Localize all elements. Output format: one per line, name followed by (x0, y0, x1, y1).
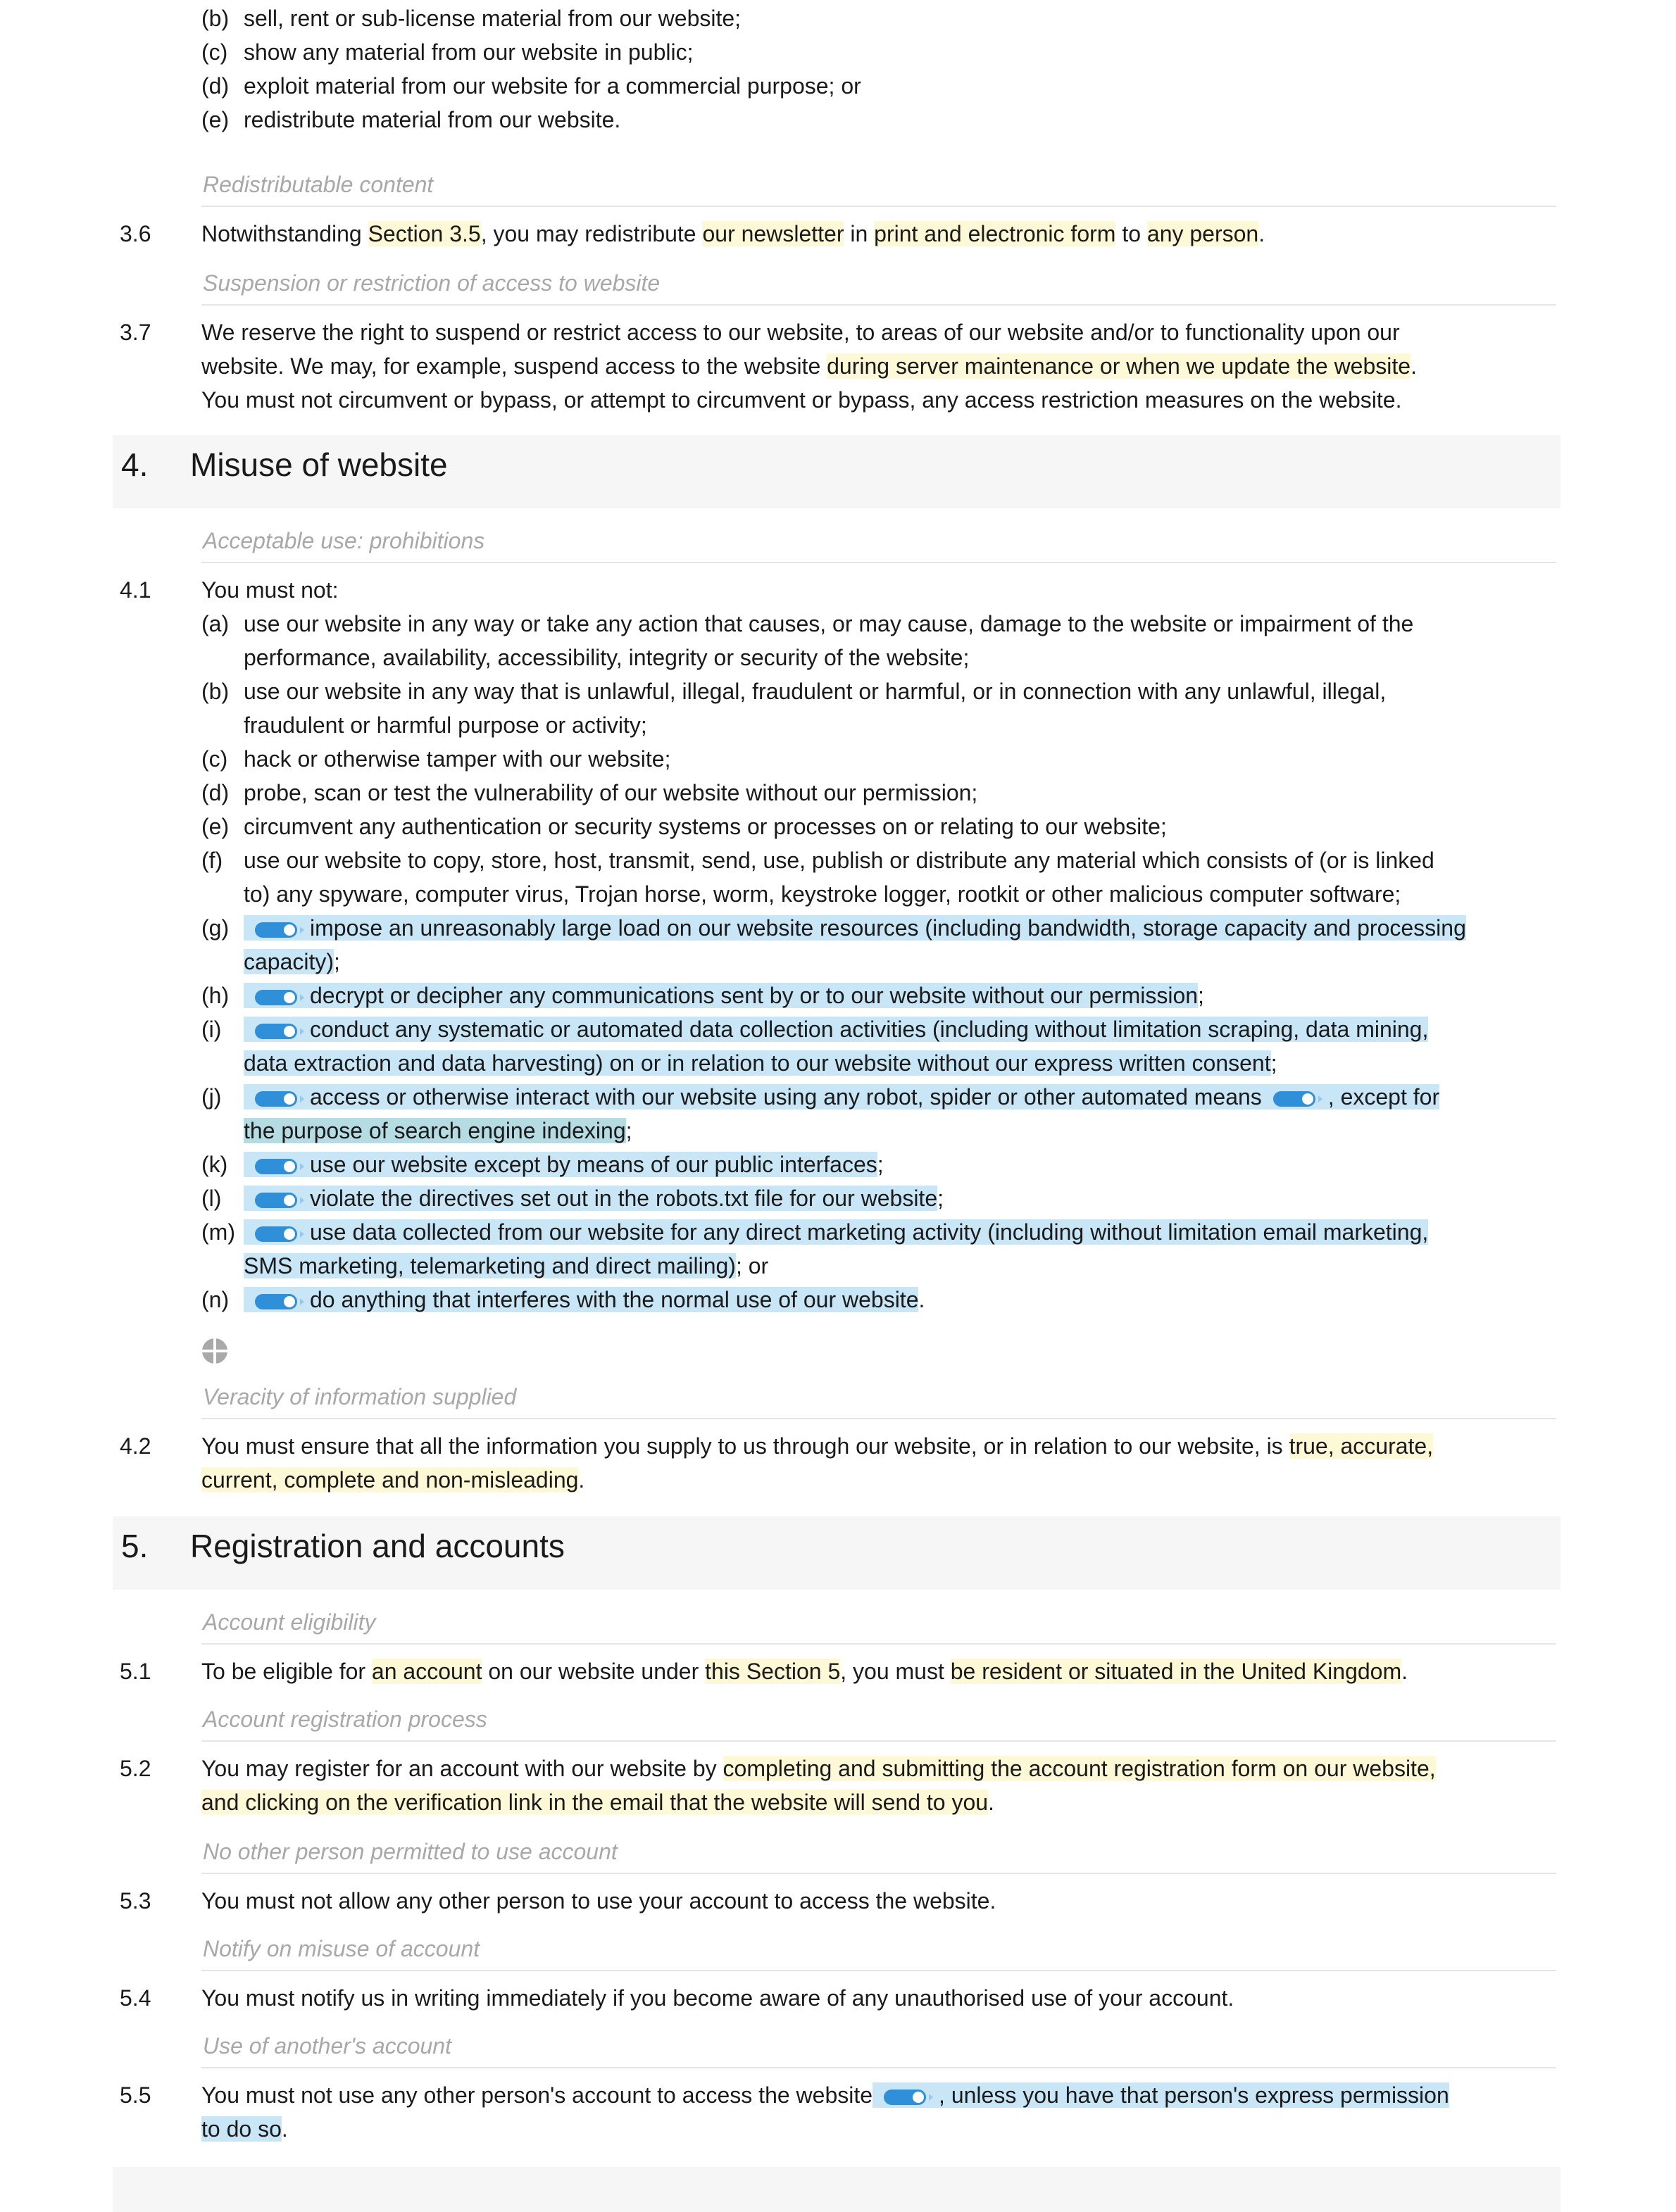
list-marker: (c) (201, 39, 228, 65)
cross-reference[interactable]: this Section 5 (705, 1659, 841, 1684)
clause-text: website. We may, for example, suspend access to the website during server maintenance or when we update the website. (201, 353, 1417, 379)
toggle-switch-icon[interactable] (255, 1226, 297, 1242)
clause-number: 5.5 (120, 2082, 151, 2108)
clause-label: Suspension or restriction of access to website (203, 270, 661, 296)
divider (201, 2067, 1556, 2068)
editable-field[interactable]: current, complete and non-misleading (201, 1467, 579, 1493)
clause-number: 5.3 (120, 1888, 151, 1913)
list-item: redistribute material from our website. (244, 107, 621, 132)
clause-number: 5.4 (120, 1985, 151, 2011)
editable-field[interactable]: any person (1146, 221, 1259, 246)
list-marker: (l) (201, 1186, 222, 1211)
toggle-switch-icon[interactable] (1273, 1091, 1315, 1107)
list-item: use our website to copy, store, host, transmit, send, use, publish or distribute any material which consists of (or is linked (244, 848, 1434, 873)
editable-field[interactable]: and clicking on the verification link in the email that the website will send to you (201, 1790, 989, 1815)
editable-field[interactable]: completing and submitting the account registration form on our website, (723, 1756, 1436, 1781)
list-marker: (a) (201, 611, 230, 636)
clause-text: You must not circumvent or bypass, or attempt to circumvent or bypass, any access restriction measures on the website. (201, 387, 1402, 413)
list-marker: (d) (201, 73, 230, 99)
optional-item: violate the directives set out in the robots.txt file for our website; (244, 1181, 944, 1215)
editable-field[interactable]: our newsletter (702, 221, 844, 246)
clause-text: You must not: (201, 577, 339, 603)
toggle-switch-icon[interactable] (255, 1159, 297, 1174)
editable-field[interactable]: be resident or situated in the United Kingdom (950, 1659, 1402, 1684)
clause-number: 5.2 (120, 1756, 151, 1781)
optional-item: do anything that interferes with the normal use of our website. (244, 1283, 925, 1316)
list-item: probe, scan or test the vulnerability of our website without our permission; (244, 780, 978, 805)
editable-field[interactable]: true, accurate, (1289, 1433, 1434, 1459)
divider (201, 304, 1556, 306)
toggle-switch-icon[interactable] (884, 2090, 926, 2105)
list-item: hack or otherwise tamper with our website; (244, 746, 671, 772)
clause-text: We reserve the right to suspend or restrict access to our website, to areas of our website and/or to functionality upon our (201, 320, 1400, 345)
clause-text: You must not allow any other person to use your account to access the website. (201, 1888, 996, 1913)
list-marker: (f) (201, 848, 223, 873)
list-marker: (n) (201, 1287, 230, 1312)
clause-text: Notwithstanding Section 3.5, you may redistribute our newsletter in print and electronic form to any person. (201, 221, 1265, 246)
toggle-switch-icon[interactable] (255, 1193, 297, 1208)
divider (201, 1418, 1556, 1419)
divider (201, 1740, 1556, 1742)
clause-text: and clicking on the verification link in the email that the website will send to you. (201, 1790, 994, 1815)
optional-item: capacity); (244, 949, 340, 974)
editable-field[interactable]: print and electronic form (874, 221, 1116, 246)
section-number: 5. (121, 1528, 149, 1564)
clause-label: Notify on misuse of account (203, 1936, 480, 1961)
optional-item: access or otherwise interact with our website using any robot, spider or other automated means , except for (244, 1080, 1439, 1114)
puzzle-piece-icon[interactable] (201, 1338, 228, 1364)
clause-number: 4.2 (120, 1433, 151, 1459)
optional-item: use data collected from our website for any direct marketing activity (including without limitation email marketing, (244, 1215, 1428, 1249)
list-item: to) any spyware, computer virus, Trojan horse, worm, keystroke logger, rootkit or other malicious computer software; (244, 881, 1401, 907)
optional-item: conduct any systematic or automated data collection activities (including without limitation scraping, data mining, (244, 1012, 1428, 1046)
clause-label: Account eligibility (203, 1609, 376, 1635)
clause-label: Account registration process (203, 1707, 487, 1732)
list-marker: (b) (201, 679, 230, 704)
list-item: performance, availability, accessibility, integrity or security of the website; (244, 645, 970, 670)
clause-text: To be eligible for an account on our website under this Section 5, you must be resident or situated in the United Kingdom. (201, 1659, 1408, 1684)
clause-number: 5.1 (120, 1659, 151, 1684)
divider (201, 1873, 1556, 1874)
editable-field[interactable]: during server maintenance or when we update the website (827, 353, 1411, 379)
section-title: Misuse of website (190, 446, 448, 483)
clause-label: Veracity of information supplied (203, 1384, 517, 1409)
optional-item: data extraction and data harvesting) on or in relation to our website without our express written consent; (244, 1050, 1277, 1076)
editable-field[interactable]: an account (371, 1659, 482, 1684)
clause-text: You may register for an account with our website by completing and submitting the account registration form on our website, (201, 1756, 1436, 1781)
list-marker: (j) (201, 1084, 222, 1110)
section-title: Registration and accounts (190, 1528, 565, 1564)
list-item: sell, rent or sub-license material from our website; (244, 6, 742, 31)
clause-number: 4.1 (120, 577, 151, 603)
list-marker: (c) (201, 746, 228, 772)
toggle-switch-icon[interactable] (255, 1294, 297, 1309)
section-number: 4. (121, 446, 149, 483)
list-marker: (i) (201, 1017, 222, 1042)
list-marker: (h) (201, 983, 230, 1008)
section-heading-band (113, 2167, 1561, 2212)
clause-text: to do so. (201, 2116, 288, 2142)
toggle-switch-icon[interactable] (255, 990, 297, 1005)
divider (201, 1970, 1556, 1971)
clause-number: 3.7 (120, 320, 151, 345)
list-item: fraudulent or harmful purpose or activity; (244, 712, 647, 738)
list-marker: (e) (201, 814, 230, 839)
list-marker: (d) (201, 780, 230, 805)
clause-text: You must notify us in writing immediately if you become aware of any unauthorised use of your account. (201, 1985, 1234, 2011)
divider (201, 1643, 1556, 1645)
clause-text: current, complete and non-misleading. (201, 1467, 585, 1493)
toggle-switch-icon[interactable] (255, 1091, 297, 1107)
list-item: circumvent any authentication or security systems or processes on or relating to our website; (244, 814, 1167, 839)
list-item: use our website in any way or take any action that causes, or may cause, damage to the website or impairment of the (244, 611, 1414, 636)
clause-label: Redistributable content (203, 172, 434, 197)
clause-number: 3.6 (120, 221, 151, 246)
divider (201, 206, 1556, 207)
clause-text: You must ensure that all the information you supply to us through our website, or in relation to our website, is true, accurate, (201, 1433, 1434, 1459)
list-marker: (k) (201, 1152, 228, 1177)
list-item: exploit material from our website for a commercial purpose; or (244, 73, 861, 99)
list-item: use our website in any way that is unlawful, illegal, fraudulent or harmful, or in connection with any unlawful, illegal, (244, 679, 1387, 704)
clause-text: You must not use any other person's account to access the website , unless you have that person's express permission (201, 2082, 1449, 2108)
toggle-switch-icon[interactable] (255, 1024, 297, 1039)
clause-label: Use of another's account (203, 2033, 451, 2059)
list-marker: (g) (201, 915, 230, 941)
list-item: show any material from our website in public; (244, 39, 694, 65)
list-marker: (m) (201, 1219, 235, 1245)
clause-label: Acceptable use: prohibitions (203, 528, 485, 553)
cross-reference[interactable]: Section 3.5 (368, 221, 481, 246)
divider (201, 562, 1556, 563)
clause-label: No other person permitted to use account (203, 1839, 618, 1864)
list-marker: (e) (201, 107, 230, 132)
optional-item: decrypt or decipher any communications sent by or to our website without our permission; (244, 979, 1204, 1012)
optional-item: the purpose of search engine indexing; (244, 1118, 632, 1143)
toggle-switch-icon[interactable] (255, 922, 297, 938)
list-marker: (b) (201, 6, 230, 31)
optional-item: use our website except by means of our public interfaces; (244, 1148, 884, 1181)
optional-item: impose an unreasonably large load on our website resources (including bandwidth, storage capacity and processing (244, 911, 1466, 945)
optional-item: SMS marketing, telemarketing and direct mailing); or (244, 1253, 769, 1278)
